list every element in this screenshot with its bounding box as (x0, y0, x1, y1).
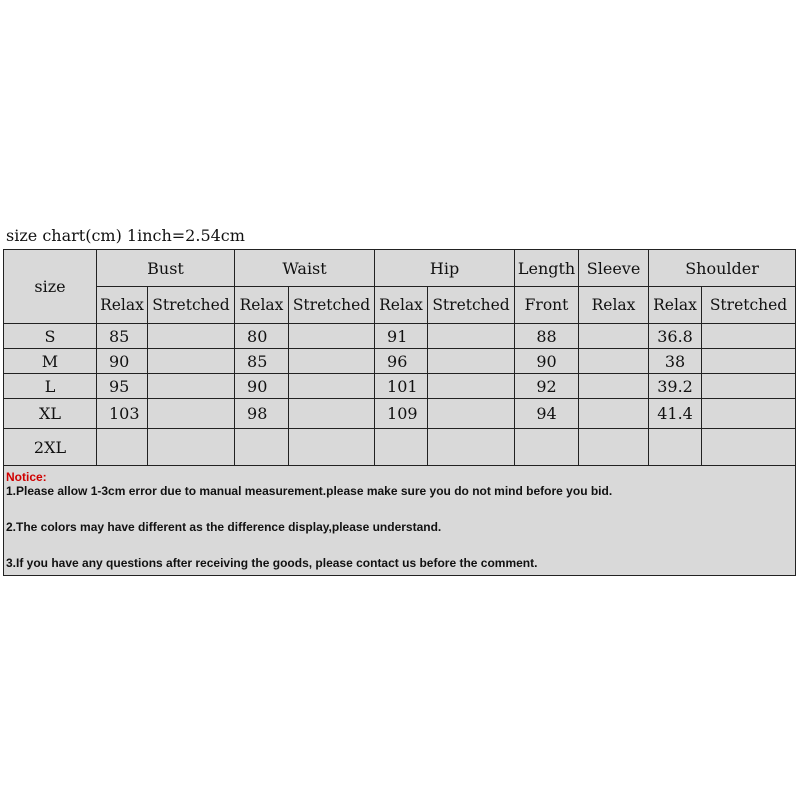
shoulder-stretched-cell (702, 324, 796, 349)
subheader-bust-stretched: Stretched (148, 287, 235, 324)
table-row (4, 349, 796, 374)
header-waist: Waist (235, 250, 375, 287)
shoulder-relax-cell (649, 429, 702, 466)
waist-relax-cell: 98 (235, 399, 289, 429)
hip-relax-cell: 96 (375, 349, 428, 374)
length-front-cell: 92 (515, 374, 579, 399)
hip-relax-cell: 109 (375, 399, 428, 429)
size-chart-table (3, 249, 796, 576)
sleeve-relax-cell (579, 324, 649, 349)
subheader-waist-relax: Relax (235, 287, 289, 324)
hip-relax-cell (375, 429, 428, 466)
bust-stretched-cell (148, 374, 235, 399)
hip-stretched-cell (428, 349, 515, 374)
subheader-shoulder-relax: Relax (649, 287, 702, 324)
sleeve-relax-cell (579, 429, 649, 466)
table-row (4, 324, 796, 349)
subheader-length-front: Front (515, 287, 579, 324)
table-row (4, 429, 796, 466)
size-cell: M (4, 349, 97, 374)
hip-stretched-cell (428, 374, 515, 399)
bust-stretched-cell (148, 324, 235, 349)
size-cell: XL (4, 399, 97, 429)
shoulder-relax-cell: 41.4 (649, 399, 702, 429)
notice-title: Notice: (6, 470, 47, 484)
header-sleeve: Sleeve (579, 250, 649, 287)
subheader-sleeve-relax: Relax (579, 287, 649, 324)
bust-relax-cell: 95 (97, 374, 148, 399)
waist-relax-cell: 90 (235, 374, 289, 399)
notice-line-1: 1.Please allow 1-3cm error due to manual measurement.please make sure you do not mind before you bid. (6, 484, 613, 498)
subheader-shoulder-stretched: Stretched (702, 287, 796, 324)
bust-relax-cell: 103 (97, 399, 148, 429)
length-front-cell: 90 (515, 349, 579, 374)
hip-stretched-cell (428, 399, 515, 429)
header-length: Length (515, 250, 579, 287)
length-front-cell: 88 (515, 324, 579, 349)
shoulder-stretched-cell (702, 399, 796, 429)
bust-stretched-cell (148, 429, 235, 466)
bust-relax-cell: 90 (97, 349, 148, 374)
subheader-waist-stretched: Stretched (289, 287, 375, 324)
subheader-hip-stretched: Stretched (428, 287, 515, 324)
waist-relax-cell (235, 429, 289, 466)
shoulder-relax-cell: 38 (649, 349, 702, 374)
notice-spacer (6, 534, 791, 556)
bust-relax-cell: 85 (97, 324, 148, 349)
notice-box (4, 466, 796, 576)
bust-relax-cell (97, 429, 148, 466)
shoulder-relax-cell: 36.8 (649, 324, 702, 349)
hip-stretched-cell (428, 429, 515, 466)
hip-stretched-cell (428, 324, 515, 349)
shoulder-stretched-cell (702, 374, 796, 399)
bust-stretched-cell (148, 349, 235, 374)
shoulder-stretched-cell (702, 349, 796, 374)
size-cell: S (4, 324, 97, 349)
shoulder-stretched-cell (702, 429, 796, 466)
hip-relax-cell: 91 (375, 324, 428, 349)
length-front-cell: 94 (515, 399, 579, 429)
sleeve-relax-cell (579, 399, 649, 429)
notice-row (4, 466, 796, 576)
sleeve-relax-cell (579, 349, 649, 374)
length-front-cell (515, 429, 579, 466)
size-cell: 2XL (4, 429, 97, 466)
hip-relax-cell: 101 (375, 374, 428, 399)
subheader-row (4, 287, 796, 324)
table-row (4, 374, 796, 399)
waist-stretched-cell (289, 429, 375, 466)
waist-relax-cell: 85 (235, 349, 289, 374)
subheader-bust-relax: Relax (97, 287, 148, 324)
bust-stretched-cell (148, 399, 235, 429)
waist-stretched-cell (289, 374, 375, 399)
table-row (4, 399, 796, 429)
notice-line-3: 3.If you have any questions after receiving the goods, please contact us before the comment. (6, 556, 538, 570)
chart-title: size chart(cm) 1inch=2.54cm (6, 226, 245, 245)
header-hip: Hip (375, 250, 515, 287)
size-cell: L (4, 374, 97, 399)
header-shoulder: Shoulder (649, 250, 796, 287)
header-row (4, 250, 796, 287)
subheader-hip-relax: Relax (375, 287, 428, 324)
waist-stretched-cell (289, 349, 375, 374)
header-bust: Bust (97, 250, 235, 287)
sleeve-relax-cell (579, 374, 649, 399)
waist-stretched-cell (289, 399, 375, 429)
waist-stretched-cell (289, 324, 375, 349)
notice-spacer (6, 498, 791, 520)
shoulder-relax-cell: 39.2 (649, 374, 702, 399)
notice-line-2: 2.The colors may have different as the difference display,please understand. (6, 520, 442, 534)
header-size: size (4, 250, 97, 324)
waist-relax-cell: 80 (235, 324, 289, 349)
